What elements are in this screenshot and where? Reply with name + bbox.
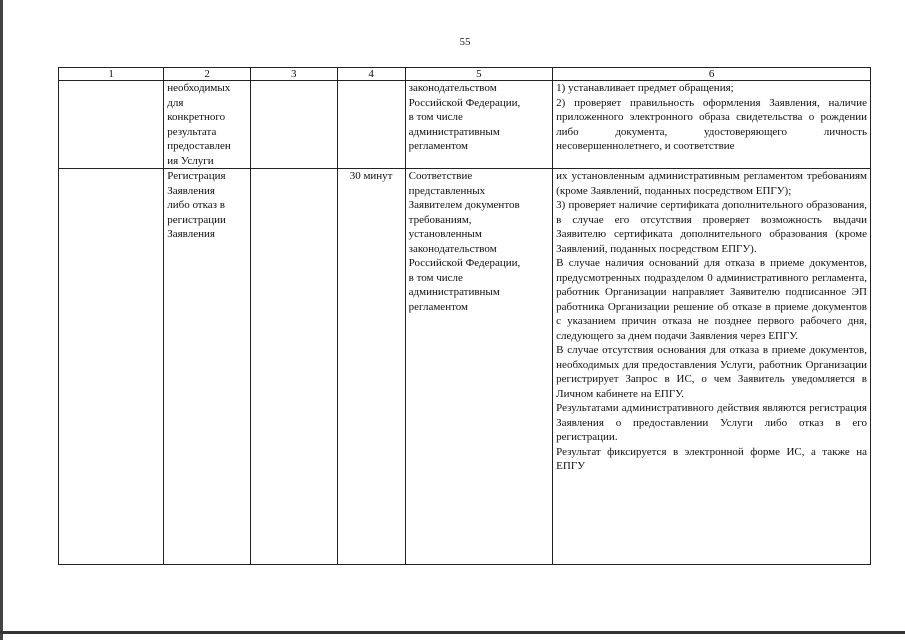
page-number: 55 [459, 36, 471, 48]
cell-line: необходимых [167, 82, 231, 94]
paragraph: их установленным административным регламентом требованиям (кроме Заявлений, поданных посредством ЕПГУ); [556, 170, 867, 197]
column-header-5: 5 [405, 68, 553, 81]
cell-line: Заявления [167, 228, 215, 240]
column-header-6: 6 [553, 68, 871, 81]
paragraph: 2) проверяет правильность оформления Заявления, наличие приложенного электронного образа свидетельства о рождении либо документа, удостоверяющего личность несовершеннолетнего, и соответствие [556, 96, 867, 152]
cell-line: Регистрация [167, 170, 226, 182]
cell-duration: 30 минут [337, 169, 405, 565]
cell-criteria [405, 81, 553, 169]
paragraph: Результатами административного действия являются регистрация Заявления о предоставлении Услуги либо отказ в его регистрации. [556, 402, 867, 443]
cell-line: предоставлен [167, 140, 231, 152]
cell-description [553, 169, 871, 565]
cell-line: конкретного [167, 111, 226, 123]
column-header-1: 1 [59, 68, 164, 81]
cell-line: законодательством [408, 242, 497, 255]
cell-criteria [405, 169, 553, 565]
cell-col1 [59, 169, 164, 565]
cell-line: представленных [408, 184, 486, 197]
cell-line: Соответствие [408, 170, 473, 182]
cell-line: результата [167, 125, 217, 138]
paragraph: 1) устанавливает предмет обращения; [556, 82, 734, 94]
cell-line: Российской Федерации, [408, 96, 521, 109]
cell-line: административным [408, 125, 500, 138]
column-header-4: 4 [337, 68, 405, 81]
cell-line: административным [408, 286, 500, 298]
column-header-2: 2 [164, 68, 251, 81]
cell-line: либо отказ в [167, 199, 225, 211]
cell-duration [337, 81, 405, 169]
paragraph: В случае наличия оснований для отказа в приеме документов, предусмотренных подразделом 0 административного регламента, работник Организации направляет Заявителю подписанное ЭП работника Организации решение об отказе в приеме документов с указанием причин отказа не позднее первого рабочего дня, следующего за днем подачи Заявления через ЕПГУ. [556, 257, 867, 342]
cell-line: регистрации [167, 213, 226, 226]
table-row [59, 81, 871, 169]
column-header-3: 3 [250, 68, 337, 81]
cell-line: для [167, 96, 184, 109]
cell-procedure [164, 169, 251, 565]
cell-description [553, 81, 871, 169]
page-left-edge [0, 0, 3, 640]
cell-col3 [250, 81, 337, 169]
paragraph: Результат фиксируется в электронной форме ИС, а также на ЕПГУ [556, 445, 867, 472]
cell-line: в том числе [408, 111, 463, 123]
cell-line: Российской Федерации, [408, 257, 521, 269]
cell-line: законодательством [408, 82, 497, 94]
page-bottom-edge [0, 631, 905, 634]
cell-procedure [164, 81, 251, 169]
cell-line: ия Услуги [167, 154, 214, 167]
table-header-row [59, 68, 871, 81]
cell-line: требованиям, [408, 213, 472, 226]
cell-line: установленным [408, 228, 482, 240]
cell-line: Заявления [167, 184, 215, 197]
cell-line: регламентом [408, 300, 468, 313]
paragraph: В случае отсутствия основания для отказа в приеме документов, необходимых для предоставления Услуги, работник Организации регистрирует Запрос в ИС, о чем Заявитель уведомляется в Личном кабинете на ЕПГУ. [556, 344, 867, 400]
cell-line: регламентом [408, 140, 468, 152]
table-row [59, 169, 871, 565]
cell-col1 [59, 81, 164, 169]
cell-line: Заявителем документов [408, 199, 520, 211]
procedure-table [58, 67, 871, 565]
cell-col3 [250, 169, 337, 565]
cell-line: в том числе [408, 271, 463, 284]
paragraph: 3) проверяет наличие сертификата дополнительного образования, в случае его отсутствия проверяет возможность выдачи Заявителю сертификата дополнительного образования (кроме Заявлений, поданных посредством ЕПГУ). [556, 199, 867, 255]
